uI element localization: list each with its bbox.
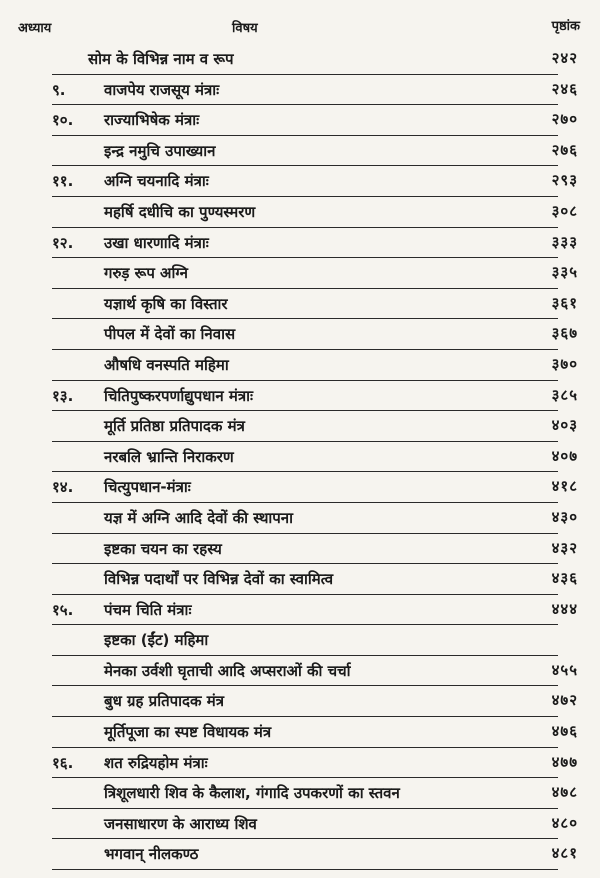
page-number: ४७२ [551, 691, 578, 710]
page-number: २७० [551, 110, 578, 129]
entry-title: राज्याभिषेक मंत्राः [104, 111, 200, 130]
page-number: ४३२ [551, 538, 578, 557]
entry-title: त्रिशूलधारी शिव के कैलाश, गंगादि उपकरणों का स्तवन [104, 784, 400, 803]
entry-title: गरुड़ रूप अग्नि [104, 264, 188, 283]
toc-row [0, 809, 600, 840]
entry-title: पीपल में देवों का निवास [104, 325, 236, 344]
entry-title: वाजपेय राजसूय मंत्राः [104, 80, 220, 99]
page-number: ३०८ [551, 201, 578, 220]
page-number: ३६७ [551, 324, 578, 343]
entry-title: उखा धारणादि मंत्राः [104, 233, 209, 252]
entry-title: महर्षि दधीचि का पुण्यस्मरण [104, 202, 256, 221]
toc-row [0, 289, 600, 320]
page-number: २७६ [551, 140, 578, 159]
toc-row [0, 717, 600, 748]
page-number: ३३५ [551, 263, 578, 282]
toc-row [0, 686, 600, 717]
toc-row [0, 136, 600, 167]
entry-title: बुध ग्रह प्रतिपादक मंत्र [104, 692, 224, 711]
chapter-number: १४. [52, 478, 74, 497]
page-number: ४१८ [551, 477, 578, 496]
toc-row [0, 75, 600, 106]
entry-title: मेनका उर्वशी घृताची आदि अप्सराओं की चर्चा [104, 661, 351, 680]
toc-row [0, 411, 600, 442]
chapter-number: ९. [52, 80, 66, 99]
page-number: ४३६ [551, 569, 578, 588]
chapter-number: १३. [52, 386, 74, 405]
toc-row [0, 748, 600, 779]
page-number: ४०७ [551, 446, 578, 465]
page-number: ४७७ [551, 752, 578, 771]
entry-title: भगवान् नीलकण्ठ [104, 845, 199, 864]
entry-title: विभिन्न पदार्थों पर विभिन्न देवों का स्वामित्व [104, 570, 334, 589]
page-number: ४५५ [551, 660, 578, 679]
toc-row [0, 839, 600, 870]
page-number: २४६ [551, 79, 578, 98]
toc-row [0, 258, 600, 289]
entry-title: इष्टका चयन का रहस्य [104, 539, 222, 558]
chapter-number: १०. [52, 111, 74, 130]
chapter-number: १२. [52, 233, 74, 252]
toc-row [0, 778, 600, 809]
entry-title: चित्युपधान-मंत्राः [104, 478, 191, 497]
toc-header [0, 12, 600, 42]
toc-row [0, 228, 600, 259]
page-number: २९३ [551, 171, 578, 190]
header-chapter: अध्याय [18, 21, 52, 36]
toc-row [0, 656, 600, 687]
toc-row [0, 564, 600, 595]
toc-row [0, 197, 600, 228]
toc-row [0, 503, 600, 534]
page-number: ४८१ [551, 844, 578, 863]
entry-title: मूर्ति प्रतिष्ठा प्रतिपादक मंत्र [104, 417, 245, 436]
entry-title: औषधि वनस्पति महिमा [104, 355, 229, 374]
entry-title: यज्ञ में अग्नि आदि देवों की स्थापना [104, 508, 294, 527]
page-number: ४८० [551, 813, 578, 832]
entry-title: शत रुद्रियहोम मंत्राः [104, 753, 208, 772]
entry-title: यज्ञार्थ कृषि का विस्तार [104, 294, 228, 313]
toc-row [0, 625, 600, 656]
page-number: ३६१ [551, 293, 578, 312]
chapter-number: १६. [52, 753, 74, 772]
entry-title: सोम के विभिन्न नाम व रूप [88, 50, 234, 68]
header-page: पृष्ठांक [551, 19, 580, 34]
page-number: ३७० [551, 354, 578, 373]
row-divider [52, 869, 558, 870]
toc-row [0, 534, 600, 565]
page-number: ३३३ [551, 232, 578, 251]
page-number: ३८५ [551, 385, 578, 404]
page-number: ४७८ [551, 783, 578, 802]
entry-title: अग्नि चयनादि मंत्राः [104, 172, 209, 191]
page-number: ४३० [551, 507, 578, 526]
page-number: ४४४ [551, 599, 578, 618]
toc-row [0, 319, 600, 350]
toc-row [0, 442, 600, 473]
toc-row [0, 381, 600, 412]
toc-row [0, 105, 600, 136]
header-subject: विषय [232, 21, 258, 36]
entry-title: मूर्तिपूजा का स्पष्ट विधायक मंत्र [104, 723, 272, 742]
toc-row [0, 44, 600, 75]
page-number: ४७६ [551, 722, 578, 741]
entry-title: इन्द्र नमुचि उपाख्यान [104, 141, 216, 160]
toc-row [0, 166, 600, 197]
page-number: ४०३ [551, 416, 578, 435]
toc-row [0, 350, 600, 381]
entry-title: नरबलि भ्रान्ति निराकरण [104, 447, 234, 466]
chapter-number: ११. [52, 172, 74, 191]
entry-title: इष्टका (ईंट) महिमा [104, 631, 209, 650]
toc-row [0, 472, 600, 503]
entry-title: चितिपुष्करपर्णाद्युपधान मंत्राः [104, 386, 254, 405]
toc-row [0, 595, 600, 626]
chapter-number: १५. [52, 600, 74, 619]
entry-title: जनसाधारण के आराध्य शिव [104, 814, 257, 833]
toc-rows [0, 44, 600, 870]
entry-title: पंचम चिति मंत्राः [104, 600, 192, 619]
page-number: २४२ [551, 49, 578, 67]
